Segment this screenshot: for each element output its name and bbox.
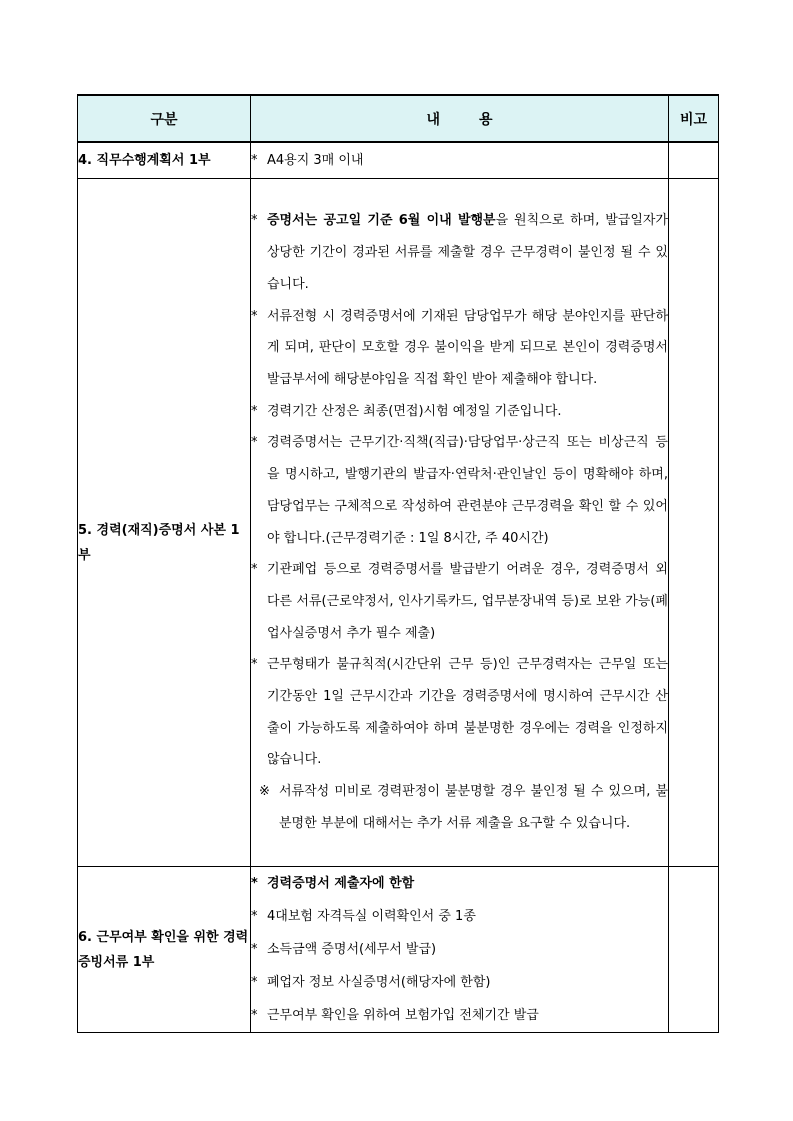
row-content (251, 179, 669, 867)
reference-note (251, 776, 668, 839)
item-marker: * (251, 435, 258, 451)
row-category: 5. 경력(재직)증명서 사본 1부 (78, 179, 251, 867)
item-marker: * (251, 153, 258, 168)
item-bold-text: 증명서는 공고일 기준 6월 이내 발행분 (267, 213, 496, 229)
list-item (251, 867, 668, 900)
item-marker: * (251, 942, 258, 957)
list-item (251, 396, 668, 428)
item-marker: ※ (259, 784, 270, 800)
row-note (669, 867, 719, 1033)
header-category: 구분 (78, 95, 251, 142)
requirements-table (77, 94, 719, 1033)
table-row (78, 179, 719, 867)
table-header-row (78, 95, 719, 142)
item-marker: * (251, 657, 258, 673)
item-text: 기관폐업 등으로 경력증명서를 발급받기 어려운 경우, 경력증명서 외 다른 서류(근로약정서, 인사기록카드, 업무분장내역 등)로 보완 가능(폐업사실증명서 추가 필수 제출) (267, 562, 668, 641)
table-row (78, 142, 719, 179)
list-item (251, 205, 668, 300)
list-item (251, 966, 668, 999)
item-text: 소득금액 증명서(세무서 발급) (267, 942, 437, 957)
item-text: 근무여부 확인을 위하여 보험가입 전체기간 발급 (267, 1008, 539, 1023)
list-item (251, 427, 668, 554)
row-category: 4. 직무수행계획서 1부 (78, 142, 251, 179)
item-text: 4대보험 자격득실 이력확인서 중 1종 (267, 909, 476, 924)
row-content (251, 867, 669, 1033)
item-marker: * (251, 975, 258, 990)
item-bold-text: 경력증명서 제출자에 한함 (267, 876, 415, 891)
list-item (251, 143, 668, 178)
item-text: 폐업자 정보 사실증명서(해당자에 한함) (267, 975, 491, 990)
item-text: 경력기간 산정은 최종(면접)시험 예정일 기준입니다. (267, 403, 562, 419)
item-text: 경력증명서는 근무기간·직책(직급)·담당업무·상근직 또는 비상근직 등을 명시하고, 발행기관의 발급자·연락처·관인날인 등이 명확해야 하며, 담당업무는 구체적으로 작성하여 관련분야 근무경력을 확인 할 수 있어야 합니다.(근무경력기준 : 1일 8시간, 주 40시간) (267, 435, 668, 546)
list-item (251, 999, 668, 1032)
list-item (251, 554, 668, 649)
item-text: A4용지 3매 이내 (267, 153, 364, 168)
list-item (251, 933, 668, 966)
table-row (78, 867, 719, 1033)
item-text: 을 원칙으로 하며, 발급일자가 상당한 기간이 경과된 서류를 제출할 경우 근무경력이 불인정 될 수 있습니다. (267, 213, 668, 292)
item-marker: * (251, 403, 258, 419)
list-item (251, 900, 668, 933)
item-marker: * (251, 562, 258, 578)
row-content (251, 142, 669, 179)
list-item (251, 301, 668, 396)
row-category: 6. 근무여부 확인을 위한 경력 증빙서류 1부 (78, 867, 251, 1033)
item-text: 서류작성 미비로 경력판정이 불분명할 경우 불인정 될 수 있으며, 불분명한 부분에 대해서는 추가 서류 제출을 요구할 수 있습니다. (279, 784, 668, 831)
row-note (669, 179, 719, 867)
item-text: 서류전형 시 경력증명서에 기재된 담당업무가 해당 분야인지를 판단하게 되며, 판단이 모호할 경우 불이익을 받게 되므로 본인이 경력증명서 발급부서에 해당분야임을 직접 확인 받아 제출해야 합니다. (267, 308, 668, 387)
item-marker: * (251, 876, 258, 891)
item-marker: * (251, 308, 258, 324)
list-item (251, 649, 668, 776)
header-note: 비고 (669, 95, 719, 142)
item-text: 근무형태가 불규칙적(시간단위 근무 등)인 근무경력자는 근무일 또는 기간동안 1일 근무시간과 기간을 경력증명서에 명시하여 근무시간 산출이 가능하도록 제출하여야 하며 불분명한 경우에는 경력을 인정하지 않습니다. (267, 657, 668, 768)
item-marker: * (251, 909, 258, 924)
item-marker: * (251, 1008, 258, 1023)
row-note (669, 142, 719, 179)
item-marker: * (251, 213, 258, 229)
header-content: 내 용 (251, 95, 669, 142)
